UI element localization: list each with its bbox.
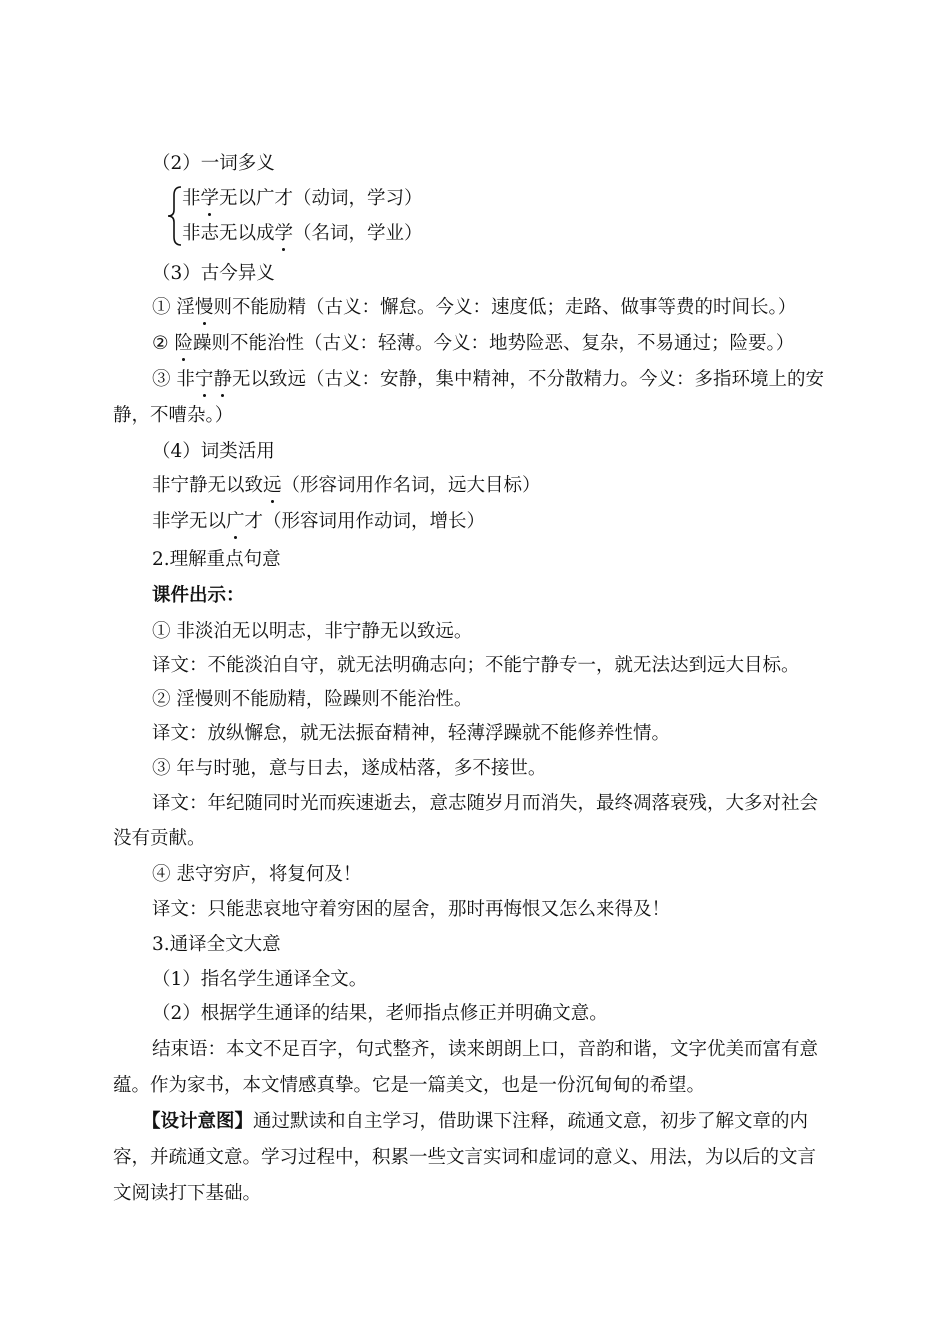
text: 非 [176,369,195,390]
emphasis-char: 广 [226,511,245,532]
ancient-modern-item-3 [152,368,824,392]
item-number: ② [152,333,169,354]
part-of-speech-line-1 [152,474,541,498]
translation-4: 译文：只能悲哀地守着穷困的屋舍，那时再悔恨又怎么来得及！ [152,899,671,920]
emphasis-char: 宁 [194,369,214,390]
text: 淫 [176,297,195,318]
text: 非学无以 [152,511,227,532]
design-intent-line-1 [142,1110,808,1134]
emphasis-char: 远 [263,475,282,496]
sentence-3: ③ 年与时驰，意与日去，遂成枯落，多不接世。 [152,758,547,779]
emphasis-char: 学 [274,223,294,244]
emphasis-char: 静 [213,369,232,390]
design-intent-label: 【设计意图】 [142,1111,254,1132]
closing-line-1: 结束语：本文不足百字，句式整齐，读来朗朗上口，音韵和谐，文字优美而富有意 [152,1039,819,1060]
translate-step-2: （2）根据学生通译的结果，老师指点修正并明确文意。 [152,1003,608,1024]
polysemy-line-2 [182,222,423,246]
translation-3: 译文：年纪随同时光而疾速逝去，意志随岁月而消失，最终凋落衰残，大多对社会 [152,793,819,814]
ancient-modern-item-1 [152,296,796,320]
text: 非宁静无以致 [152,475,264,496]
ancient-modern-heading: （3）古今异义 [152,263,275,284]
translation-1: 译文：不能淡泊自守，就无法明确志向；不能宁静专一，就无法达到远大目标。 [152,655,800,676]
text: 则不能励精（古义：懈怠。今义：速度低；走路、做事等费的时间长。） [213,297,797,318]
sentence-4: ④ 悲守穷庐，将复何及！ [152,864,362,885]
ancient-modern-item-2 [152,332,794,356]
text: 才（形容词用作动词，增长） [244,511,486,532]
text: 无以广才（动词，学习） [219,188,423,209]
sentence-1: ① 非淡泊无以明志，非宁静无以致远。 [152,621,473,642]
part-of-speech-line-2 [152,510,485,534]
ancient-modern-item-3-cont: 静，不嘈杂。） [113,405,234,426]
emphasis-char: 学 [200,188,220,209]
part-of-speech-heading: （4）词类活用 [152,441,275,462]
text: 无以致远（古义：安静，集中精神，不分散精力。今义：多指环境上的安 [231,369,824,390]
design-intent-line-3: 文阅读打下基础。 [113,1183,262,1204]
courseware-label: 课件出示： [152,585,245,606]
text: 通过默读和自主学习，借助课下注释，疏通文意，初步了解文章的内 [253,1111,809,1132]
translate-step-1: （1）指名学生通译全文。 [152,969,368,990]
text: （形容词用作名词，远大目标） [281,475,541,496]
translation-3-cont: 没有贡献。 [113,828,206,849]
translate-heading: 3.通译全文大意 [152,934,281,955]
emphasis-char: 慢 [194,297,214,318]
translation-2: 译文：放纵懈怠，就无法振奋精神，轻薄浮躁就不能修养性情。 [152,723,671,744]
text: 躁则不能治性（古义：轻薄。今义：地势险恶、复杂，不易通过；险要。） [193,333,795,354]
polysemy-heading: （2）一词多义 [152,153,275,174]
design-intent-line-2: 容，并疏通文意。学习过程中，积累一些文言实词和虚词的意义、用法，为以后的文言 [113,1147,817,1168]
closing-line-2: 蕴。作为家书，本文情感真挚。它是一篇美文，也是一份沉甸甸的希望。 [113,1075,706,1096]
sentence-2: ② 淫慢则不能励精，险躁则不能治性。 [152,689,473,710]
text: 非志无以成 [182,223,275,244]
item-number: ① [152,297,171,318]
polysemy-line-1 [182,187,423,211]
text: 非 [182,188,201,209]
sentences-heading: 2.理解重点句意 [152,549,281,570]
emphasis-char: 险 [174,333,193,354]
item-number: ③ [152,369,171,390]
text: （名词，学业） [293,223,423,244]
